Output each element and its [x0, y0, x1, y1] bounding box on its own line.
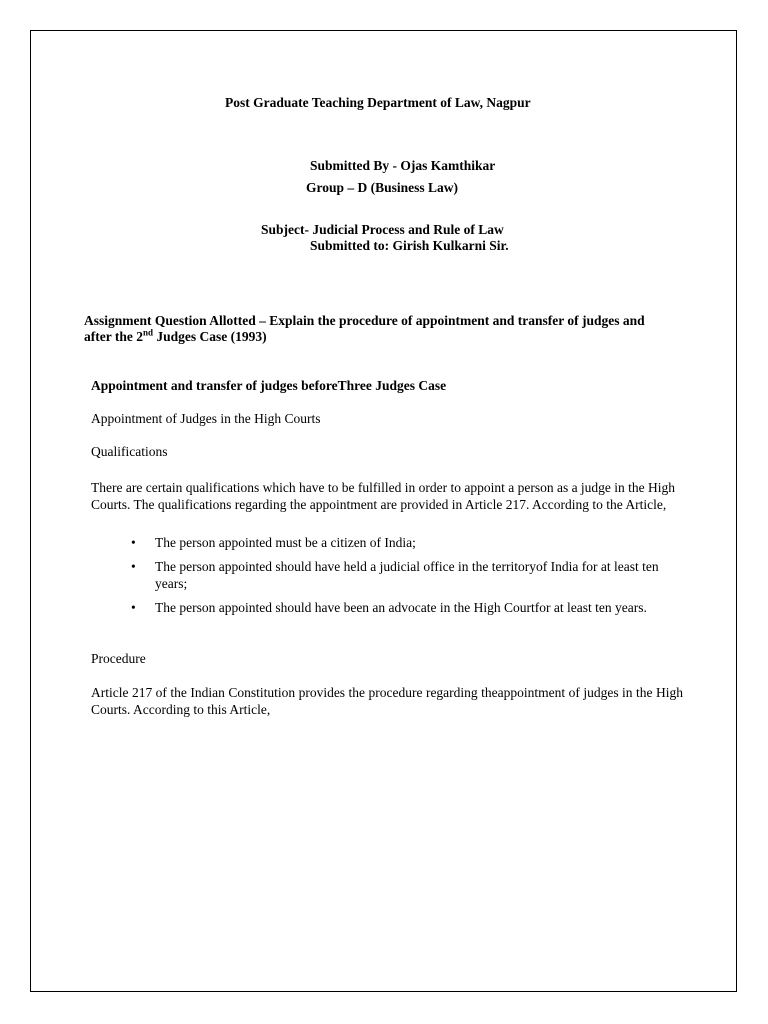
subject-line: Subject- Judicial Process and Rule of Law — [261, 222, 504, 237]
assignment-line2-post: Judges Case (1993) — [153, 329, 267, 344]
submitted-by: Submitted By - Ojas Kamthikar — [310, 158, 496, 173]
assignment-line2-pre: after the 2 — [84, 329, 143, 344]
procedure-label: Procedure — [91, 651, 146, 666]
bullet-icon: • — [131, 535, 136, 550]
qualifications-list — [130, 534, 690, 623]
submitted-to: Submitted to: Girish Kulkarni Sir. — [310, 238, 509, 253]
section-heading: Appointment and transfer of judges beforeThree Judges Case — [91, 378, 447, 393]
group-line: Group – D (Business Law) — [306, 180, 459, 195]
list-item — [130, 534, 690, 551]
subheading-high-courts: Appointment of Judges in the High Courts — [91, 411, 321, 426]
qualifications-label: Qualifications — [91, 444, 168, 459]
list-item-text: The person appointed should have held a judicial office in the territoryof India for at least ten years; — [155, 559, 659, 591]
procedure-paragraph: Article 217 of the Indian Constitution provides the procedure regarding theappointment of judges in the High Courts. According to this Article, — [91, 685, 683, 717]
list-item — [130, 599, 690, 616]
qualifications-paragraph: There are certain qualifications which have to be fulfilled in order to appoint a person as a judge in the High Courts. The qualifications regarding the appointment are provided in Article 217. According to the Article, — [91, 480, 676, 512]
list-item-text: The person appointed should have been an advocate in the High Courtfor at least ten years. — [155, 600, 647, 615]
bullet-icon: • — [131, 600, 136, 615]
assignment-question-line1: Assignment Question Allotted – Explain the procedure of appointment and transfer of judges and — [84, 313, 645, 328]
list-item — [130, 558, 690, 592]
bullet-icon: • — [131, 559, 136, 574]
assignment-question-line2 — [84, 328, 267, 345]
list-item-text: The person appointed must be a citizen of India; — [155, 535, 416, 550]
assignment-line2-sup: nd — [142, 327, 153, 338]
institution-title: Post Graduate Teaching Department of Law, Nagpur — [225, 95, 531, 110]
